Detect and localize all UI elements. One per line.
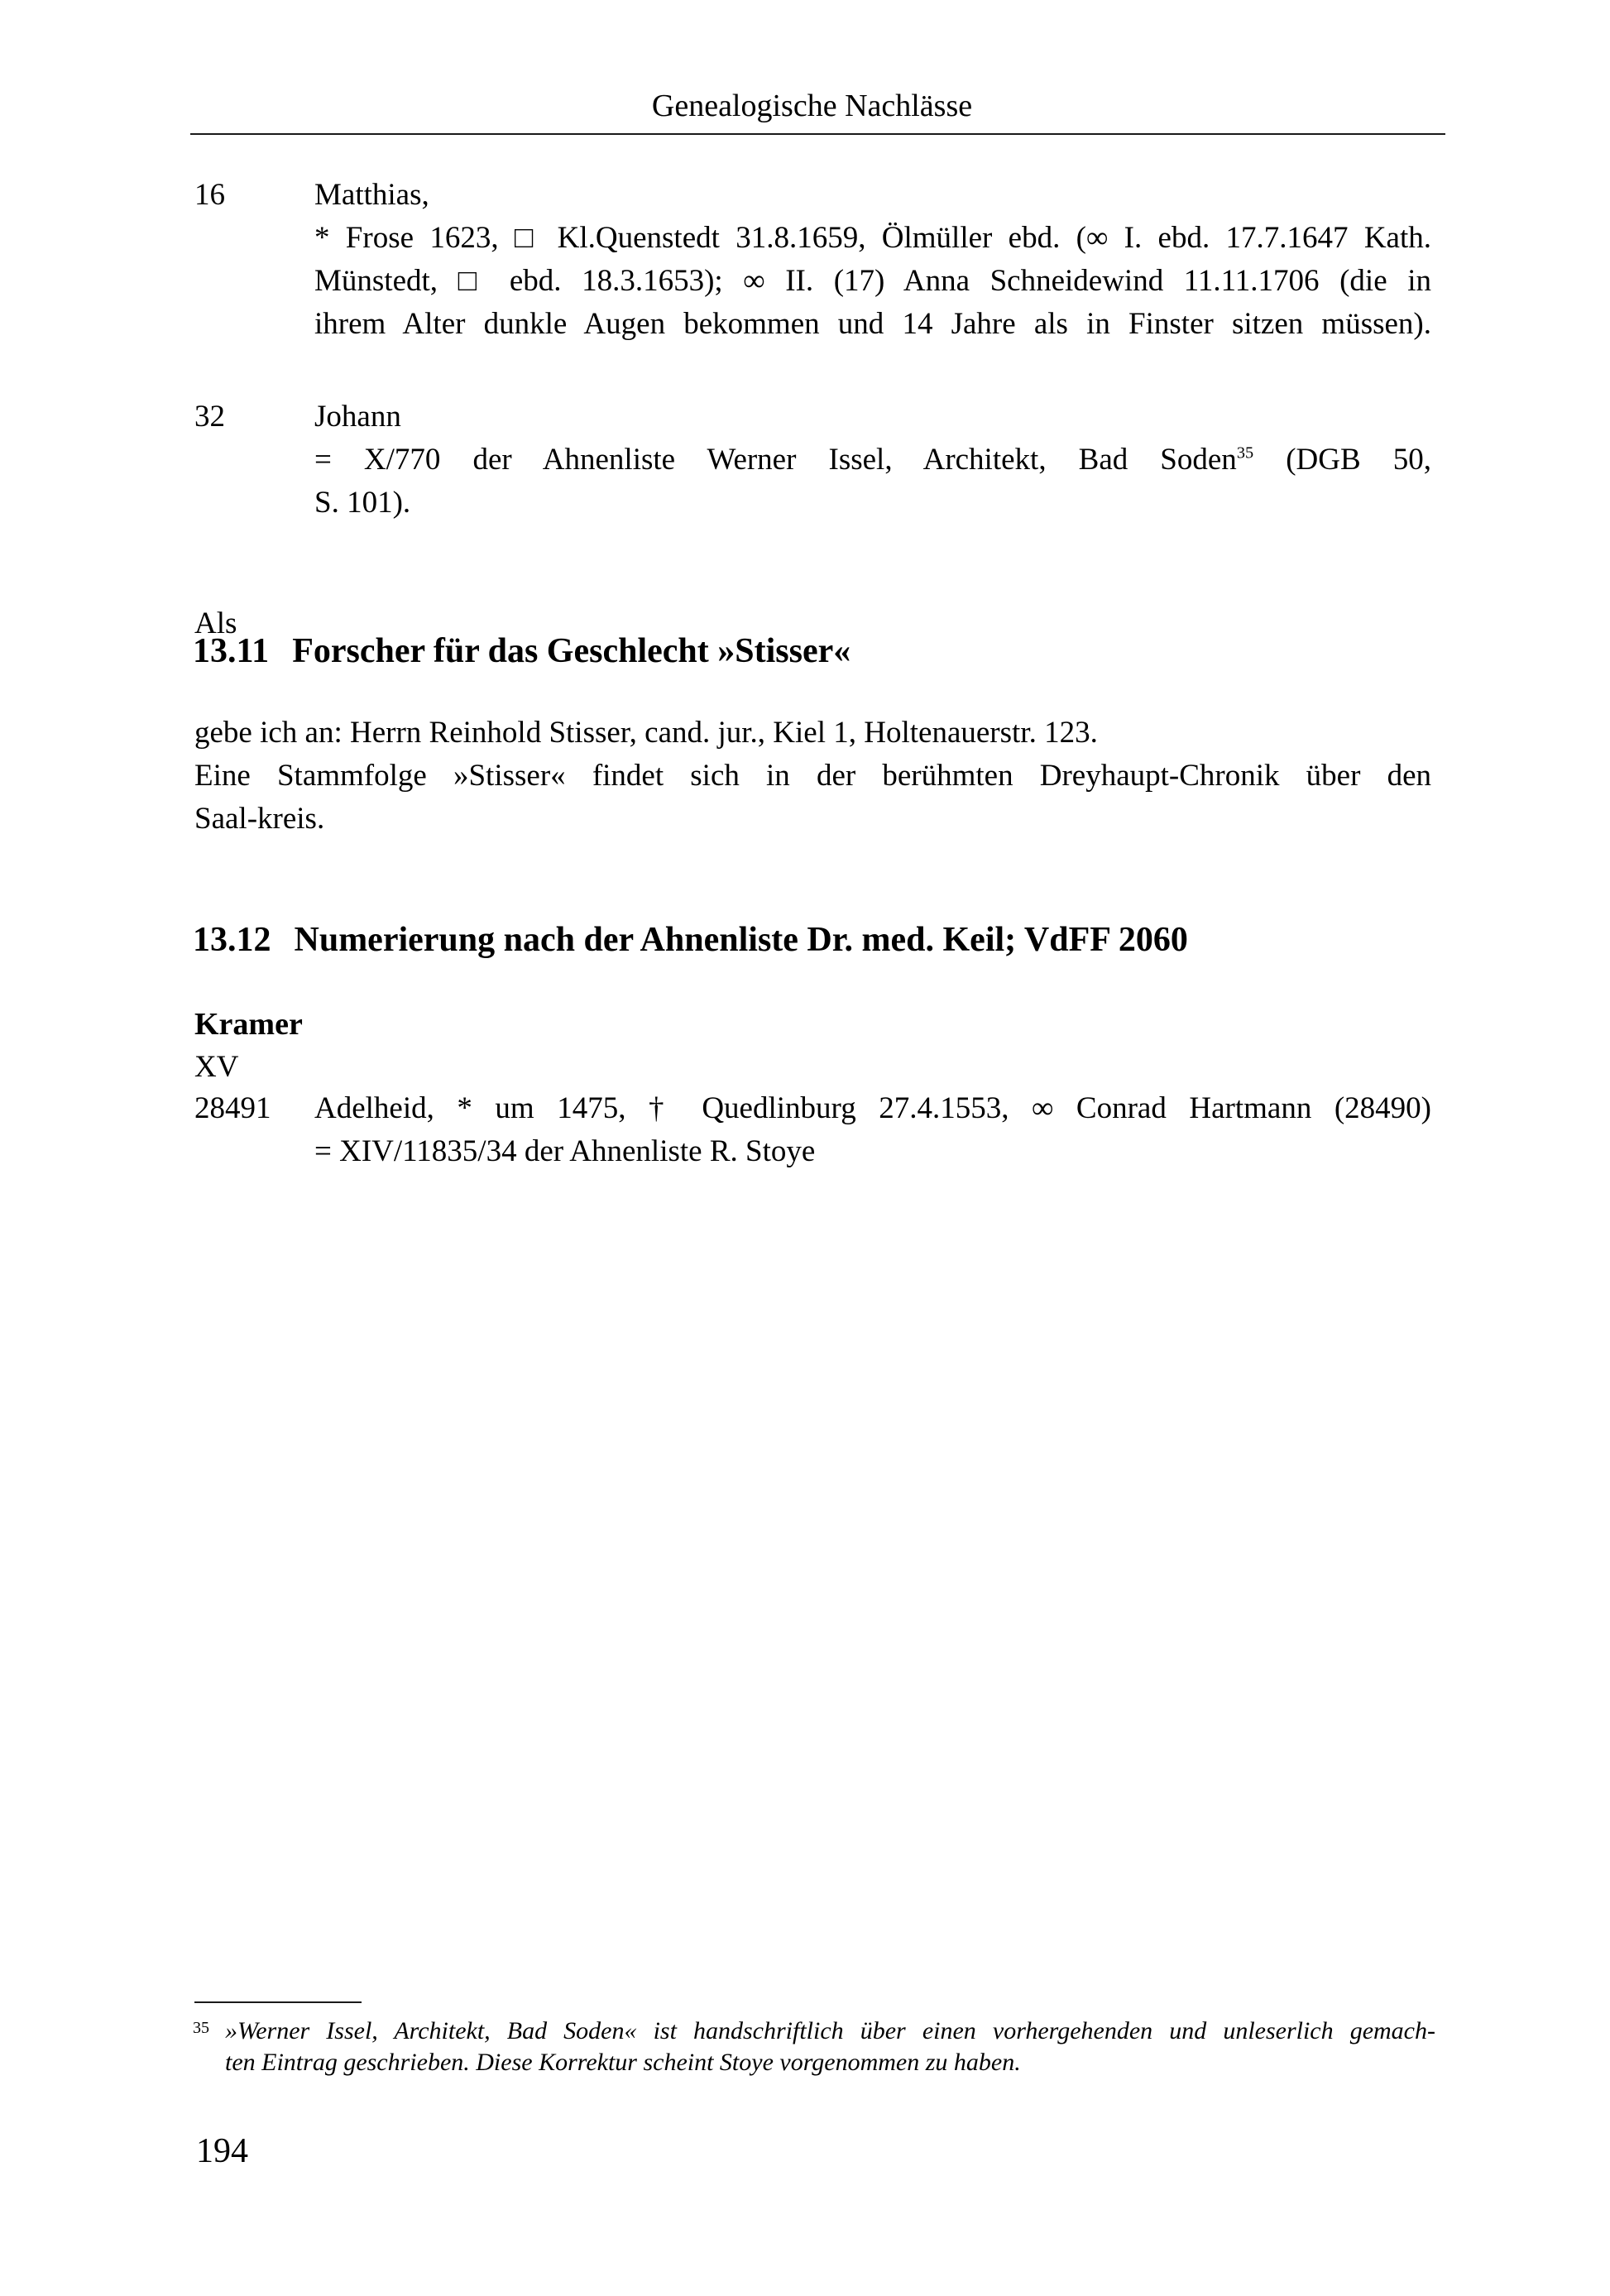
entry-line: Adelheid, * um 1475, † Quedlinburg 27.4.1553, ∞ Conrad Hartmann (28490) bbox=[314, 1091, 1431, 1125]
entry-line: ihrem Alter dunkle Augen bekommen und 14 Jahre als in Finster sitzen müssen). bbox=[314, 307, 1431, 341]
paragraph-line: Eine Stammfolge »Stisser« findet sich in der berühmten Dreyhaupt-Chronik über den bbox=[194, 759, 1431, 793]
section-title: Forscher für das Geschlecht »Stisser« bbox=[292, 632, 851, 670]
entry-line: Münstedt, □ ebd. 18.3.1653); ∞ II. (17) Anna Schneidewind 11.11.1706 (die in bbox=[314, 264, 1431, 298]
footnote-separator bbox=[194, 2001, 362, 2003]
section-heading-13-12 bbox=[193, 920, 1188, 960]
section-title: Numerierung nach der Ahnenliste Dr. med. Keil; VdFF 2060 bbox=[294, 921, 1188, 959]
entry-number: 16 bbox=[194, 178, 225, 212]
generation-label: XV bbox=[194, 1050, 239, 1084]
entry-line: Johann bbox=[314, 400, 401, 434]
section-number: 13.11 bbox=[193, 632, 270, 670]
entry-line-text: (DGB 50, bbox=[1253, 443, 1431, 477]
footnote-text bbox=[225, 2016, 1435, 2078]
header-rule bbox=[190, 133, 1445, 135]
footnote-35 bbox=[193, 2016, 1435, 2078]
entry-text bbox=[314, 174, 1431, 346]
entry-line: S. 101). bbox=[314, 486, 411, 520]
entry-number: 32 bbox=[194, 400, 225, 434]
section-13-11-paragraph bbox=[194, 712, 1431, 841]
entry-line-text: = X/770 der Ahnenliste Werner Issel, Architekt, Bad Soden bbox=[314, 443, 1237, 477]
paragraph-fragment: Als bbox=[194, 606, 237, 640]
paragraph-line: gebe ich an: Herrn Reinhold Stisser, cand. jur., Kiel 1, Holtenauerstr. 123. bbox=[194, 716, 1098, 750]
section-number: 13.12 bbox=[193, 921, 271, 959]
entry-line: Matthias, bbox=[314, 178, 429, 212]
page-number: 194 bbox=[196, 2132, 248, 2170]
footnote-reference: 35 bbox=[1236, 443, 1254, 463]
entry-text bbox=[314, 395, 1431, 525]
footnote-marker: 35 bbox=[193, 2019, 209, 2037]
genealogy-entry-16 bbox=[194, 174, 1431, 346]
surname-subheading: Kramer bbox=[194, 1007, 303, 1042]
entry-line: * Frose 1623, □ Kl.Quenstedt 31.8.1659, Ölmüller ebd. (∞ I. ebd. 17.7.1647 Kath. bbox=[314, 221, 1431, 255]
genealogy-entry-32 bbox=[194, 395, 1431, 525]
running-header: Genealogische Nachlässe bbox=[651, 89, 973, 123]
entry-number: 28491 bbox=[194, 1091, 271, 1125]
footnote-line: ten Eintrag geschrieben. Diese Korrektur scheint Stoye vorgenommen zu haben. bbox=[225, 2049, 1021, 2076]
paragraph-line: Saal-kreis. bbox=[194, 802, 325, 836]
footnote-line: »Werner Issel, Architekt, Bad Soden« ist handschriftlich über einen vorhergehenden und unleserlich gemach- bbox=[225, 2017, 1435, 2044]
section-heading-13-11 bbox=[193, 631, 851, 671]
entry-line: = XIV/11835/34 der Ahnenliste R. Stoye bbox=[314, 1134, 816, 1168]
genealogy-entry-28491 bbox=[194, 1087, 1431, 1173]
entry-line bbox=[314, 439, 1431, 482]
entry-text bbox=[314, 1087, 1431, 1173]
